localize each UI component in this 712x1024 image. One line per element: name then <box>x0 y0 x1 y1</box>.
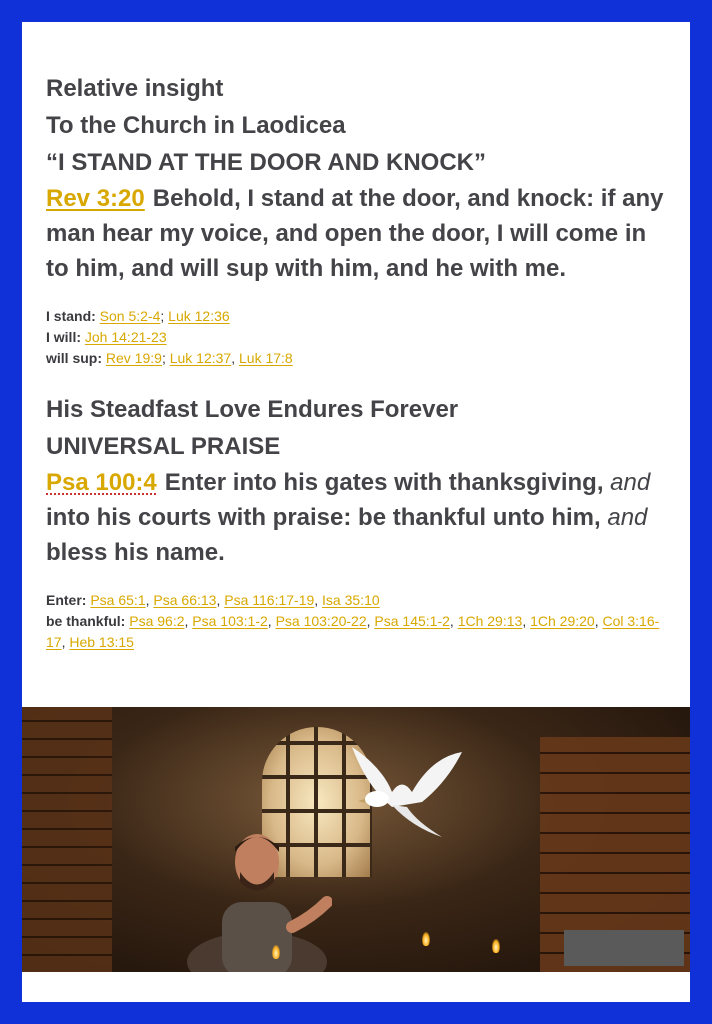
xref-link[interactable]: Psa 96:2 <box>129 613 185 629</box>
xref-link[interactable]: 1Ch 29:20 <box>530 613 595 629</box>
illustration-image <box>22 707 690 972</box>
xref-link[interactable]: Psa 145:1-2 <box>374 613 450 629</box>
xref-label: be thankful: <box>46 613 126 629</box>
verse-text: into his courts with praise: be thankful unto him, <box>46 504 608 531</box>
verse-ref-link[interactable]: Rev 3:20 <box>46 185 145 212</box>
xref-link[interactable]: Psa 65:1 <box>90 592 146 608</box>
xref-row: be thankful: Psa 96:2, Psa 103:1-2, Psa 103:20-22, Psa 145:1-2, 1Ch 29:13, 1Ch 29:20, Col 3:16-17, Heb 13:15 <box>46 613 660 650</box>
xref-link[interactable]: Psa 66:13 <box>153 592 217 608</box>
xref-link[interactable]: Joh 14:21-23 <box>84 329 167 345</box>
heading-theme: “I STAND AT THE DOOR AND KNOCK” <box>46 149 486 176</box>
article-body <box>46 70 666 653</box>
heading-steadfast-love: His Steadfast Love Endures Forever <box>46 396 459 423</box>
xref-link[interactable]: Luk 17:8 <box>239 350 293 366</box>
xref-row <box>46 327 666 348</box>
verse-ref-link[interactable]: Psa 100:4 <box>46 469 157 496</box>
xref-link[interactable]: Luk 12:36 <box>168 308 230 324</box>
candle-flame-icon <box>492 939 500 953</box>
xref-row: Enter: Psa 65:1, Psa 66:13, Psa 116:17-19, Isa 35:10 <box>46 592 380 608</box>
xref-row: I stand: Son 5:2-4; Luk 12:36 <box>46 308 230 324</box>
candle-flame-icon <box>422 932 430 946</box>
heading-relative-insight: Relative insight <box>46 75 224 102</box>
verse-italic: and <box>610 469 651 496</box>
xref-label: I will: <box>46 329 81 345</box>
xref-link[interactable]: Col 3:16-17 <box>46 613 660 650</box>
cross-references <box>46 306 666 369</box>
verse-paragraph <box>46 465 666 570</box>
heading-universal-praise: UNIVERSAL PRAISE <box>46 433 281 460</box>
xref-link[interactable]: Son 5:2-4 <box>99 308 161 324</box>
verse-text: bless his name. <box>46 539 225 566</box>
gray-overlay-box <box>564 930 684 966</box>
dove-icon <box>332 737 472 847</box>
verse-italic: and <box>607 504 648 531</box>
xref-row: will sup: Rev 19:9; Luk 12:37, Luk 17:8 <box>46 350 293 366</box>
cross-references <box>46 590 666 653</box>
heading-church: To the Church in Laodicea <box>46 112 346 139</box>
section-laodicea <box>46 70 666 369</box>
section-praise <box>46 391 666 653</box>
xref-link[interactable]: 1Ch 29:13 <box>457 613 523 629</box>
xref-label: I stand: <box>46 308 96 324</box>
xref-link[interactable]: Rev 19:9 <box>105 350 162 366</box>
praying-man-figure <box>182 807 332 972</box>
xref-link[interactable]: Luk 12:37 <box>169 350 232 366</box>
xref-link[interactable]: Isa 35:10 <box>322 592 380 608</box>
brick-wall-left <box>22 707 112 972</box>
xref-link[interactable]: Heb 13:15 <box>69 634 134 650</box>
verse-text: Behold, I stand at the door, and knock: if any man hear my voice, and open the door, I will come in to him, and will sup with him, and he with me. <box>46 185 664 282</box>
xref-link[interactable]: Psa 116:17-19 <box>224 592 315 608</box>
candle-flame-icon <box>272 945 280 959</box>
verse-paragraph <box>46 181 666 286</box>
xref-link[interactable]: Psa 103:1-2 <box>192 613 268 629</box>
verse-text: Enter into his gates with thanksgiving, <box>164 469 611 496</box>
content-page <box>22 22 690 1002</box>
xref-link[interactable]: Psa 103:20-22 <box>275 613 367 629</box>
xref-label: Enter: <box>46 592 87 608</box>
xref-label: will sup: <box>46 350 102 366</box>
